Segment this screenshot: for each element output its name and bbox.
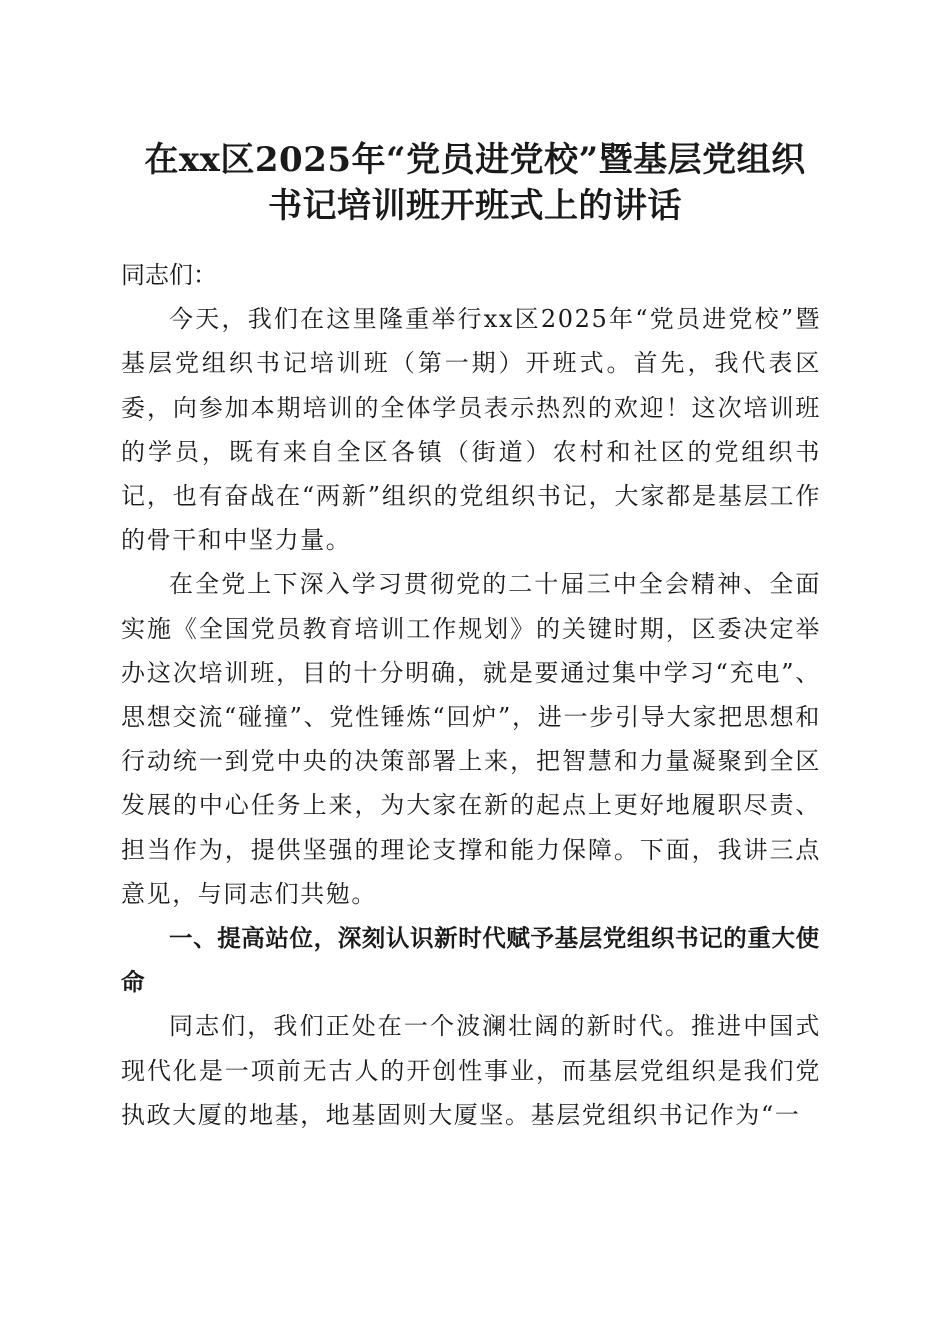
paragraph-section-one: 同志们，我们正处在一个波澜壮阔的新时代。推进中国式现代化是一项前无古人的开创性事业，而基层党组织是我们党执政大厦的地基，地基固则大厦坚。基层党组织书记作为“一 (121, 1012, 821, 1129)
salutation: 同志们： (121, 261, 217, 289)
section-heading: 一、提高站位，深刻认识新时代赋予基层党组织书记的重大使命 (121, 924, 820, 997)
document-title-line-1: 在xx区2025年“党员进党校”暨基层党组织 (144, 140, 806, 180)
document-body (121, 253, 821, 1137)
paragraph-opening: 今天，我们在这里隆重举行xx区2025年“党员进党校”暨基层党组织书记培训班（第一期）开班式。首先，我代表区委，向参加本期培训的全体学员表示热烈的欢迎！这次培训班的学员，既有来自全区各镇（街道）农村和社区的党组织书记，也有奋战在“两新”组织的党组织书记，大家都是基层工作的骨干和中坚力量。 (121, 305, 821, 555)
document-title-line-2: 书记培训班开班式上的讲话 (268, 186, 682, 226)
paragraph-purpose: 在全党上下深入学习贯彻党的二十届三中全会精神、全面实施《全国党员教育培训工作规划》的关键时期，区委决定举办这次培训班，目的十分明确，就是要通过集中学习“充电”、思想交流“碰撞”、党性锤炼“回炉”，进一步引导大家把思想和行动统一到党中央的决策部署上来，把智慧和力量凝聚到全区发展的中心任务上来，为大家在新的起点上更好地履职尽责、担当作为，提供坚强的理论支撑和能力保障。下面，我讲三点意见，与同志们共勉。 (121, 570, 821, 908)
